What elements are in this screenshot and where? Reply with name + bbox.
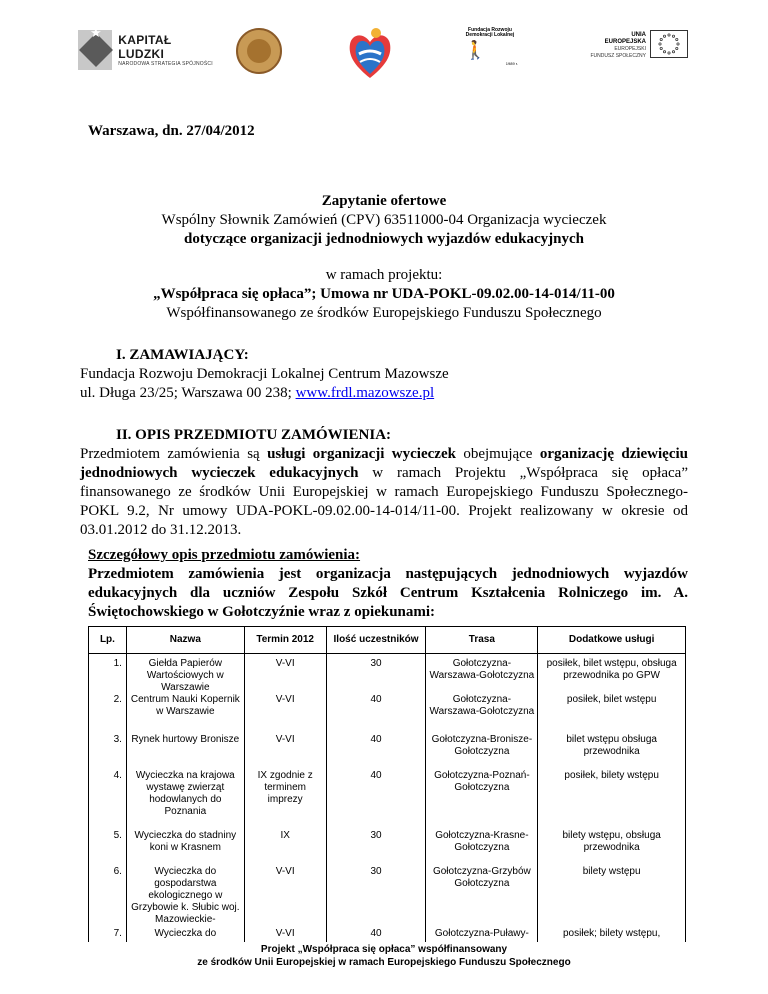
ue-line3: FUNDUSZ SPOŁECZNY bbox=[590, 53, 646, 59]
cell-termin: V-VI bbox=[244, 734, 326, 770]
footer-line2: ze środków Unii Europejskiej w ramach Europejskiego Funduszu Społecznego bbox=[197, 957, 571, 968]
cell-nazwa: Centrum Nauki Kopernik w Warszawie bbox=[126, 694, 244, 734]
page-header bbox=[0, 0, 768, 90]
cell-uslugi: bilety wstępu, obsługa przewodnika bbox=[538, 830, 686, 866]
table-header-row bbox=[89, 627, 686, 654]
project-intro: w ramach projektu: bbox=[325, 267, 443, 283]
org-address: ul. Długa 23/25; Warszawa 00 238; bbox=[80, 385, 292, 401]
col-header-termin: Termin 2012 bbox=[244, 627, 326, 654]
project-heart-logo-icon bbox=[345, 24, 395, 82]
cell-lp: 7. bbox=[89, 928, 127, 942]
table-row bbox=[89, 770, 686, 830]
desc-bold1: usługi organizacji wycieczek bbox=[267, 446, 456, 462]
page-footer bbox=[0, 943, 768, 969]
cell-trasa: Gołotczyzna-Krasne-Gołotczyzna bbox=[426, 830, 538, 866]
detail-heading: Szczegółowy opis przedmiotu zamówienia: bbox=[88, 547, 361, 563]
table-row bbox=[89, 830, 686, 866]
cell-lp: 5. bbox=[89, 830, 127, 866]
cell-nazwa: Wycieczka do stadniny koni w Krasnem bbox=[126, 830, 244, 866]
cell-lp: 2. bbox=[89, 694, 127, 734]
ue-line2: EUROPEJSKI bbox=[614, 46, 646, 52]
eu-flag-icon bbox=[650, 30, 688, 58]
org-name: Fundacja Rozwoju Demokracji Lokalnej Centrum Mazowsze bbox=[80, 366, 449, 382]
frdl-figure-icon: 🚶 bbox=[464, 40, 487, 61]
project-name: „Współpraca się opłaca”; Umowa nr UDA-POKL-09.02.00-14-014/11-00 bbox=[153, 286, 615, 302]
table-row bbox=[89, 928, 686, 942]
kapital-ludzki-logo bbox=[78, 28, 216, 72]
section2-heading: II. OPIS PRZEDMIOTU ZAMÓWIENIA: bbox=[116, 427, 392, 443]
description-paragraph bbox=[80, 445, 688, 540]
col-header-trasa: Trasa bbox=[426, 627, 538, 654]
desc-part3: w ramach Projektu „Współpraca się opłaca” finansowanego ze środków Unii Europejskiej w ramach Europejskiego Funduszu Społecznego- POKL 9.2, Nr umowy UDA-POKL-09.02.00-14-014/11-00. Projekt realizowany w okresie od 03.01.2012 do 31.12.2013. bbox=[80, 465, 688, 538]
kapital-ludzki-title: KAPITAŁ LUDZKI bbox=[118, 33, 172, 61]
cell-nazwa: Rynek hurtowy Bronisze bbox=[126, 734, 244, 770]
cell-trasa: Gołotczyzna-Poznań-Gołotczyzna bbox=[426, 770, 538, 830]
cell-ilosc: 40 bbox=[326, 928, 426, 942]
cpv-line: Wspólny Słownik Zamówień (CPV) 63511000-04 Organizacja wycieczek bbox=[161, 212, 607, 228]
frdl-logo bbox=[460, 28, 520, 68]
frdl-year: 1989 r. bbox=[505, 61, 518, 66]
col-header-ilosc: Ilość uczestników bbox=[326, 627, 426, 654]
cell-uslugi: posiłek; bilety wstępu, bbox=[538, 928, 686, 942]
cell-lp: 1. bbox=[89, 654, 127, 695]
cell-ilosc: 30 bbox=[326, 830, 426, 866]
cell-trasa: Gołotczyzna-Warszawa-Gołotczyzna bbox=[426, 654, 538, 695]
cell-nazwa: Giełda Papierów Wartościowych w Warszawie bbox=[126, 654, 244, 695]
cell-nazwa: Wycieczka na krajowa wystawę zwierząt hodowlanych do Poznania bbox=[126, 770, 244, 830]
cell-lp: 4. bbox=[89, 770, 127, 830]
cell-uslugi: bilet wstępu obsługa przewodnika bbox=[538, 734, 686, 770]
cell-lp: 3. bbox=[89, 734, 127, 770]
kapital-ludzki-mark-icon bbox=[78, 30, 112, 70]
section1-heading: I. ZAMAWIAJĄCY: bbox=[116, 347, 249, 363]
cell-ilosc: 30 bbox=[326, 654, 426, 695]
date-line: Warszawa, dn. 27/04/2012 bbox=[88, 123, 255, 139]
org-website-link[interactable]: www.frdl.mazowsze.pl bbox=[295, 385, 435, 401]
table-row bbox=[89, 654, 686, 695]
desc-bold2: organizację dziewięciu jednodniowych wycieczek edukacyjnych bbox=[80, 446, 689, 481]
kapital-ludzki-subtitle: NARODOWA STRATEGIA SPÓJNOŚCI bbox=[118, 61, 213, 67]
desc-part2: obejmujące bbox=[455, 446, 540, 462]
ue-line1: UNIA EUROPEJSKA bbox=[604, 32, 646, 45]
doc-title: Zapytanie ofertowe bbox=[321, 193, 447, 209]
subject-line: dotyczące organizacji jednodniowych wyjazdów edukacyjnych bbox=[184, 231, 584, 247]
cell-termin: IX zgodnie z terminem imprezy bbox=[244, 770, 326, 830]
cell-nazwa: Wycieczka do bbox=[126, 928, 244, 942]
cell-nazwa: Wycieczka do gospodarstwa ekologicznego w Grzybowie k. Słubic woj. Mazowieckie- bbox=[126, 866, 244, 928]
cell-trasa: Gołotczyzna-Bronisze-Gołotczyzna bbox=[426, 734, 538, 770]
cofinanced-line: Współfinansowanego ze środków Europejskiego Funduszu Społecznego bbox=[166, 305, 602, 321]
cell-ilosc: 40 bbox=[326, 734, 426, 770]
cell-termin: V-VI bbox=[244, 654, 326, 695]
cell-uslugi: bilety wstępu bbox=[538, 866, 686, 928]
cell-termin: V-VI bbox=[244, 928, 326, 942]
frdl-title: Fundacja Rozwoju Demokracji Lokalnej bbox=[465, 27, 515, 38]
table-row bbox=[89, 866, 686, 928]
col-header-lp: Lp. bbox=[89, 627, 127, 654]
org-address-line bbox=[80, 384, 434, 403]
footer-line1: Projekt „Współpraca się opłaca” współfinansowany bbox=[260, 944, 508, 955]
cell-termin: V-VI bbox=[244, 866, 326, 928]
table-row bbox=[89, 734, 686, 770]
col-header-nazwa: Nazwa bbox=[126, 627, 244, 654]
desc-part1: Przedmiotem zamówienia są bbox=[80, 446, 268, 462]
eu-logo bbox=[590, 28, 700, 68]
cell-uslugi: posiłek, bilet wstępu, obsługa przewodnika po GPW bbox=[538, 654, 686, 695]
cell-termin: IX bbox=[244, 830, 326, 866]
cell-ilosc: 30 bbox=[326, 866, 426, 928]
cell-trasa: Gołotczyzna-Puławy- bbox=[426, 928, 538, 942]
cell-termin: V-VI bbox=[244, 694, 326, 734]
table-row bbox=[89, 694, 686, 734]
cell-ilosc: 40 bbox=[326, 694, 426, 734]
col-header-uslugi: Dodatkowe usługi bbox=[538, 627, 686, 654]
trips-table bbox=[88, 626, 686, 942]
cell-trasa: Gołotczyzna-Warszawa-Gołotczyzna bbox=[426, 694, 538, 734]
cell-uslugi: posiłek, bilet wstępu bbox=[538, 694, 686, 734]
cell-ilosc: 40 bbox=[326, 770, 426, 830]
school-seal-icon bbox=[236, 28, 282, 74]
cell-uslugi: posiłek, bilety wstępu bbox=[538, 770, 686, 830]
cell-lp: 6. bbox=[89, 866, 127, 928]
detail-text: Przedmiotem zamówienia jest organizacja następujących jednodniowych wyjazdów edukacyjnych dla uczniów Zespołu Szkół Centrum Kształcenia Rolniczego im. A. Świętochowskiego w Gołotczyźnie wraz z opiekunami: bbox=[88, 566, 688, 620]
cell-trasa: Gołotczyzna-Grzybów Gołotczyzna bbox=[426, 866, 538, 928]
